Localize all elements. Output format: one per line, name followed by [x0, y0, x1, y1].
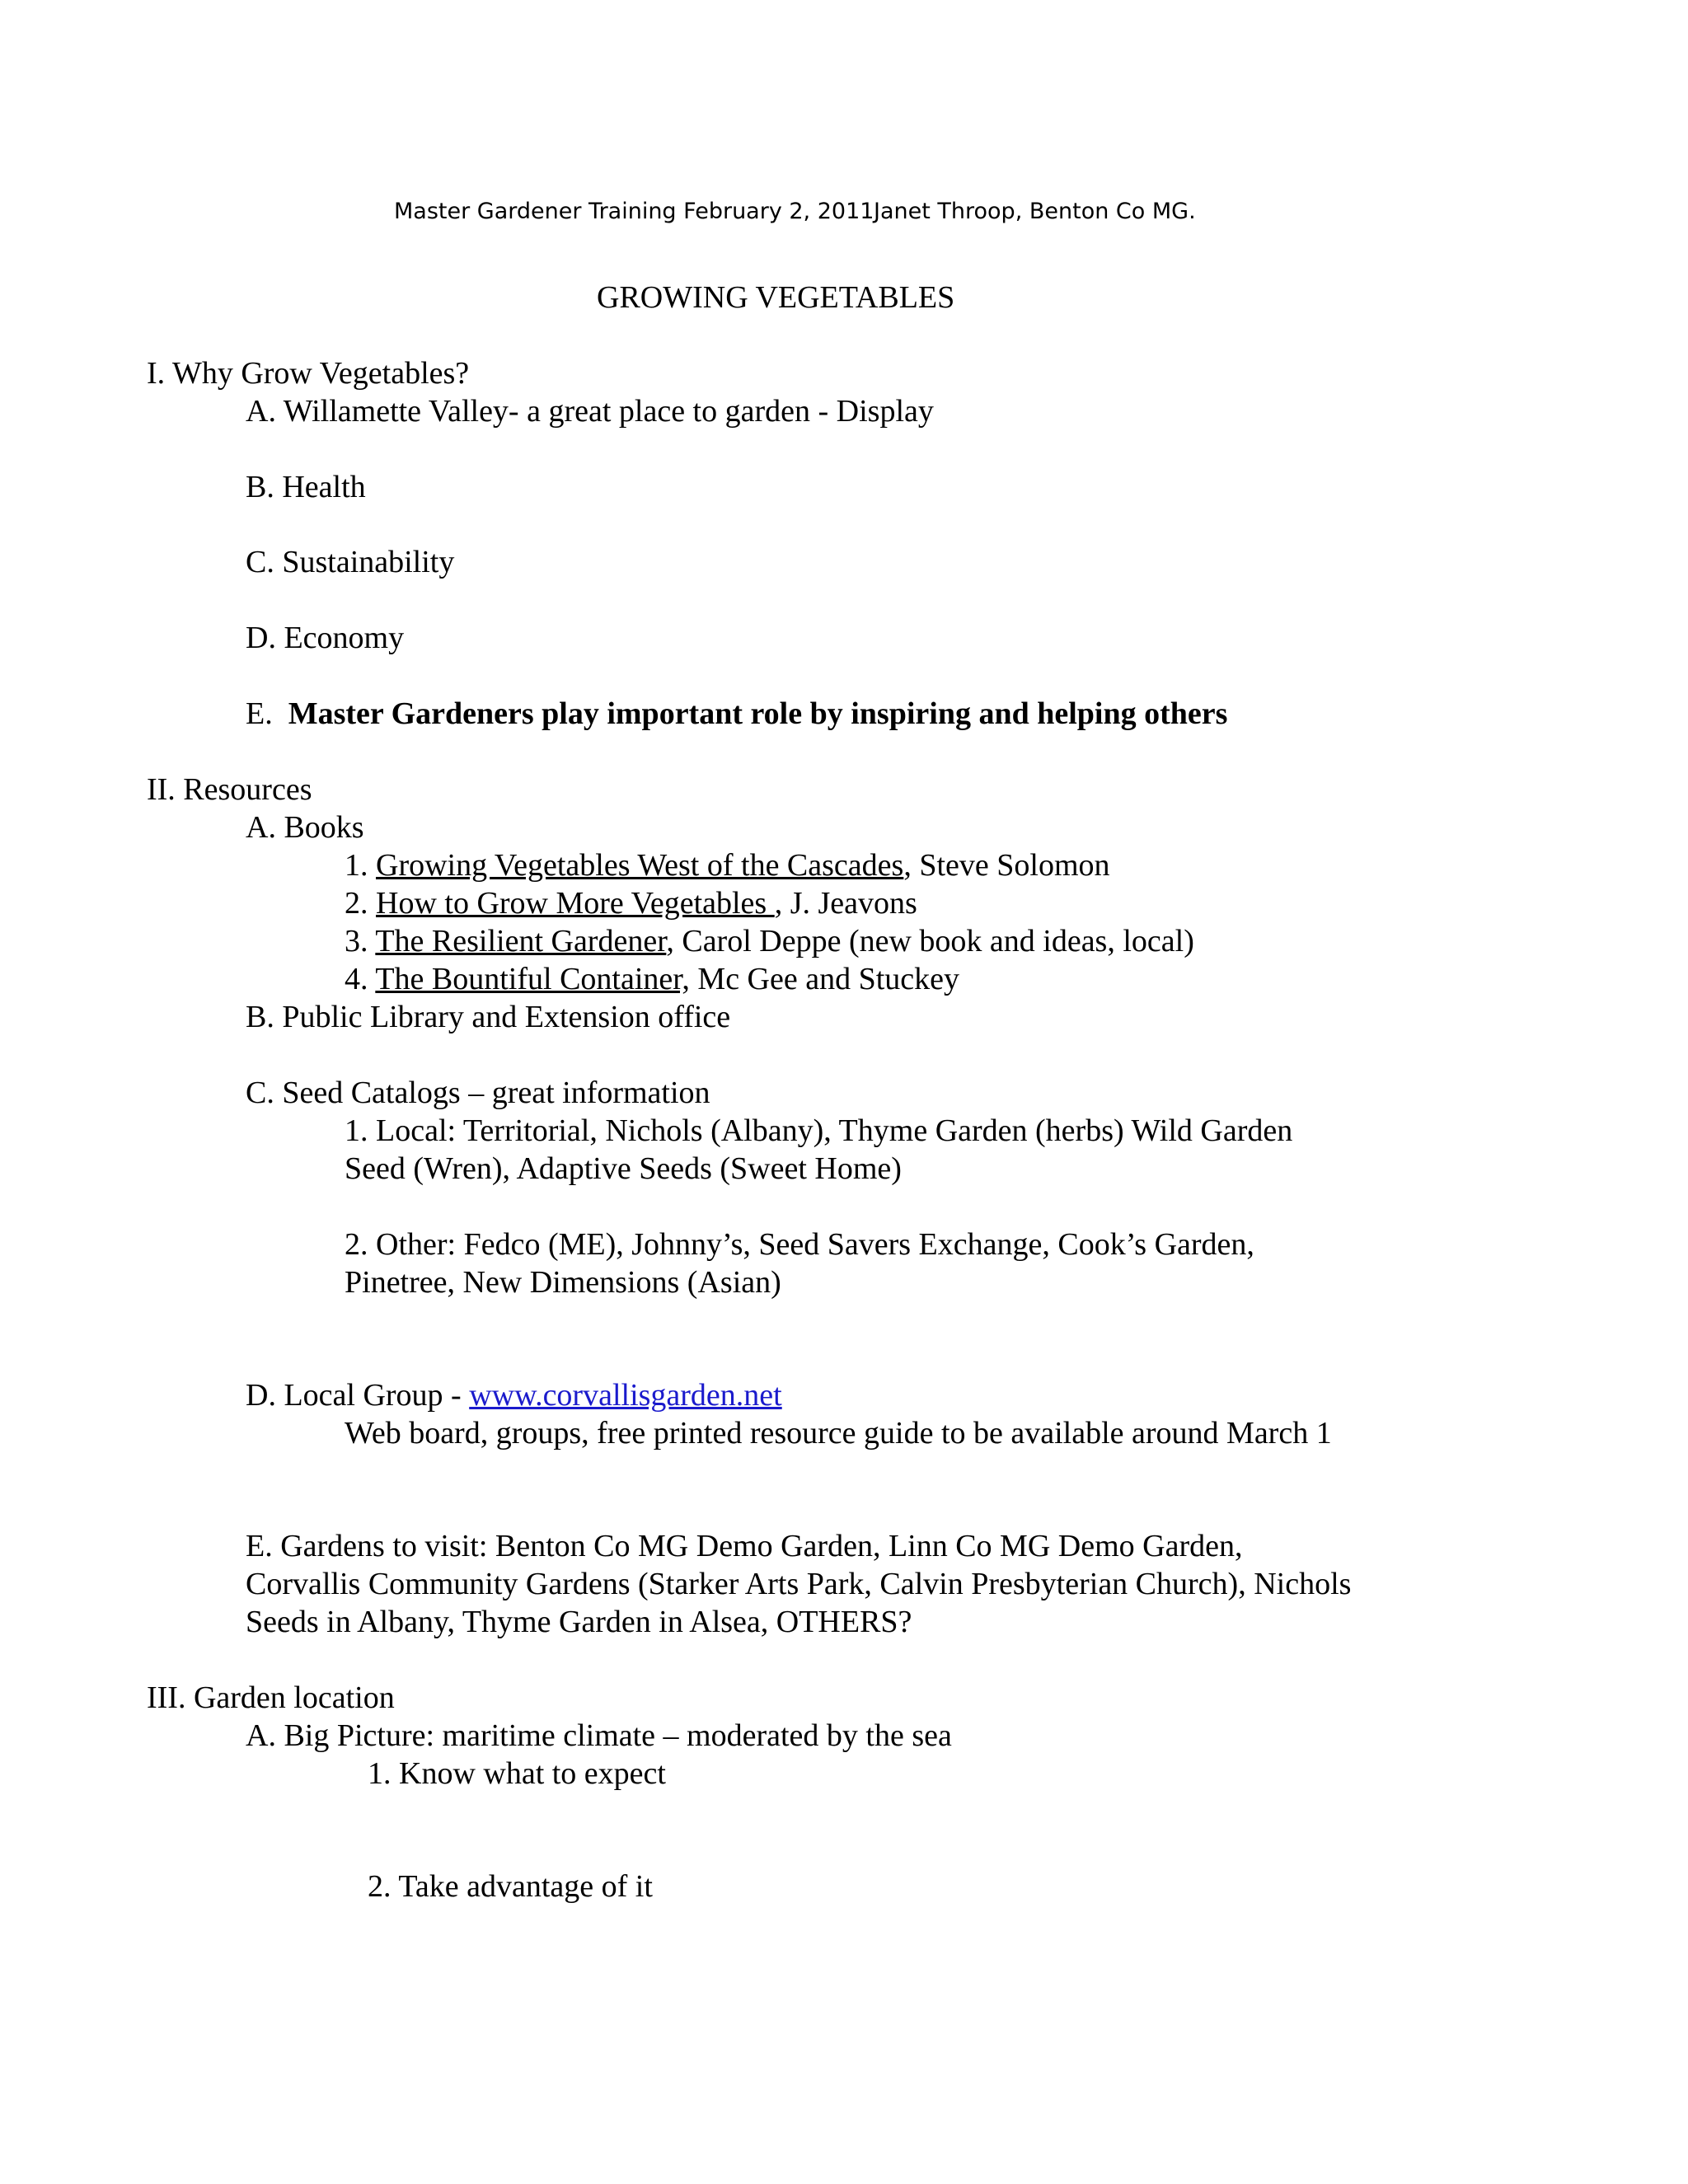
gardens-to-visit-line-3: Seeds in Albany, Thyme Garden in Alsea, OTHERS? [246, 1605, 912, 1639]
section-1-item-e [246, 695, 1227, 733]
document-title: GROWING VEGETABLES [597, 280, 955, 315]
section-3-heading: III. Garden location [147, 1680, 395, 1715]
section-3-item-a-2: 2. Take advantage of it [368, 1869, 653, 1904]
book-title: The Resilient Gardener [375, 924, 667, 958]
header-right: Janet Throop, Benton Co MG. [874, 199, 1196, 224]
book-item [345, 960, 959, 998]
seed-catalog-local-line-2: Seed (Wren), Adaptive Seeds (Sweet Home) [345, 1151, 902, 1186]
section-1-item-a: A. Willamette Valley- a great place to garden - Display [246, 394, 934, 429]
book-number: 1. [345, 848, 376, 883]
section-1-item-e-text: Master Gardeners play important role by inspiring and helping others [288, 696, 1228, 731]
book-author: , Carol Deppe (new book and ideas, local) [666, 924, 1194, 958]
section-1-item-c: C. Sustainability [246, 545, 455, 579]
book-number: 2. [345, 886, 376, 921]
section-3-item-a: A. Big Picture: maritime climate – moderated by the sea [246, 1718, 952, 1753]
local-group-link[interactable]: www.corvallisgarden.net [469, 1378, 782, 1413]
section-1-item-b: B. Health [246, 470, 366, 504]
section-2-item-c: C. Seed Catalogs – great information [246, 1076, 710, 1110]
book-item [345, 922, 1194, 960]
section-2-heading: II. Resources [147, 772, 312, 807]
book-author: , J. Jeavons [774, 886, 917, 921]
section-2-item-b: B. Public Library and Extension office [246, 1000, 731, 1034]
book-number: 3. [345, 924, 376, 958]
section-2-item-a: A. Books [246, 810, 364, 845]
gardens-to-visit-line-1: E. Gardens to visit: Benton Co MG Demo Garden, Linn Co MG Demo Garden, [246, 1529, 1243, 1563]
book-author: Mc Gee and Stuckey [689, 962, 960, 996]
seed-catalog-local-line-1: 1. Local: Territorial, Nichols (Albany), Thyme Garden (herbs) Wild Garden [345, 1113, 1293, 1148]
local-group-description: Web board, groups, free printed resource guide to be available around March 1 [345, 1416, 1332, 1451]
section-2-item-d [246, 1376, 782, 1414]
gardens-to-visit-line-2: Corvallis Community Gardens (Starker Arts Park, Calvin Presbyterian Church), Nichols [246, 1567, 1352, 1601]
seed-catalog-other-line-2: Pinetree, New Dimensions (Asian) [345, 1265, 781, 1300]
seed-catalog-other-line-1: 2. Other: Fedco (ME), Johnny’s, Seed Savers Exchange, Cook’s Garden, [345, 1227, 1254, 1262]
local-group-label: D. Local Group - [246, 1378, 470, 1413]
section-1-heading: I. Why Grow Vegetables? [147, 356, 470, 391]
book-title: The Bountiful Container, [375, 962, 690, 996]
section-1-item-e-label: E. [246, 696, 273, 731]
section-1-item-d: D. Economy [246, 621, 405, 655]
book-item [345, 846, 1110, 884]
book-item [345, 884, 917, 922]
book-number: 4. [345, 962, 376, 996]
book-author: , Steve Solomon [903, 848, 1110, 883]
header-left: Master Gardener Training February 2, 2011 [394, 199, 874, 224]
section-3-item-a-1: 1. Know what to expect [368, 1756, 666, 1791]
book-title: Growing Vegetables West of the Cascades [376, 848, 904, 883]
book-title: How to Grow More Vegetables [376, 886, 775, 921]
